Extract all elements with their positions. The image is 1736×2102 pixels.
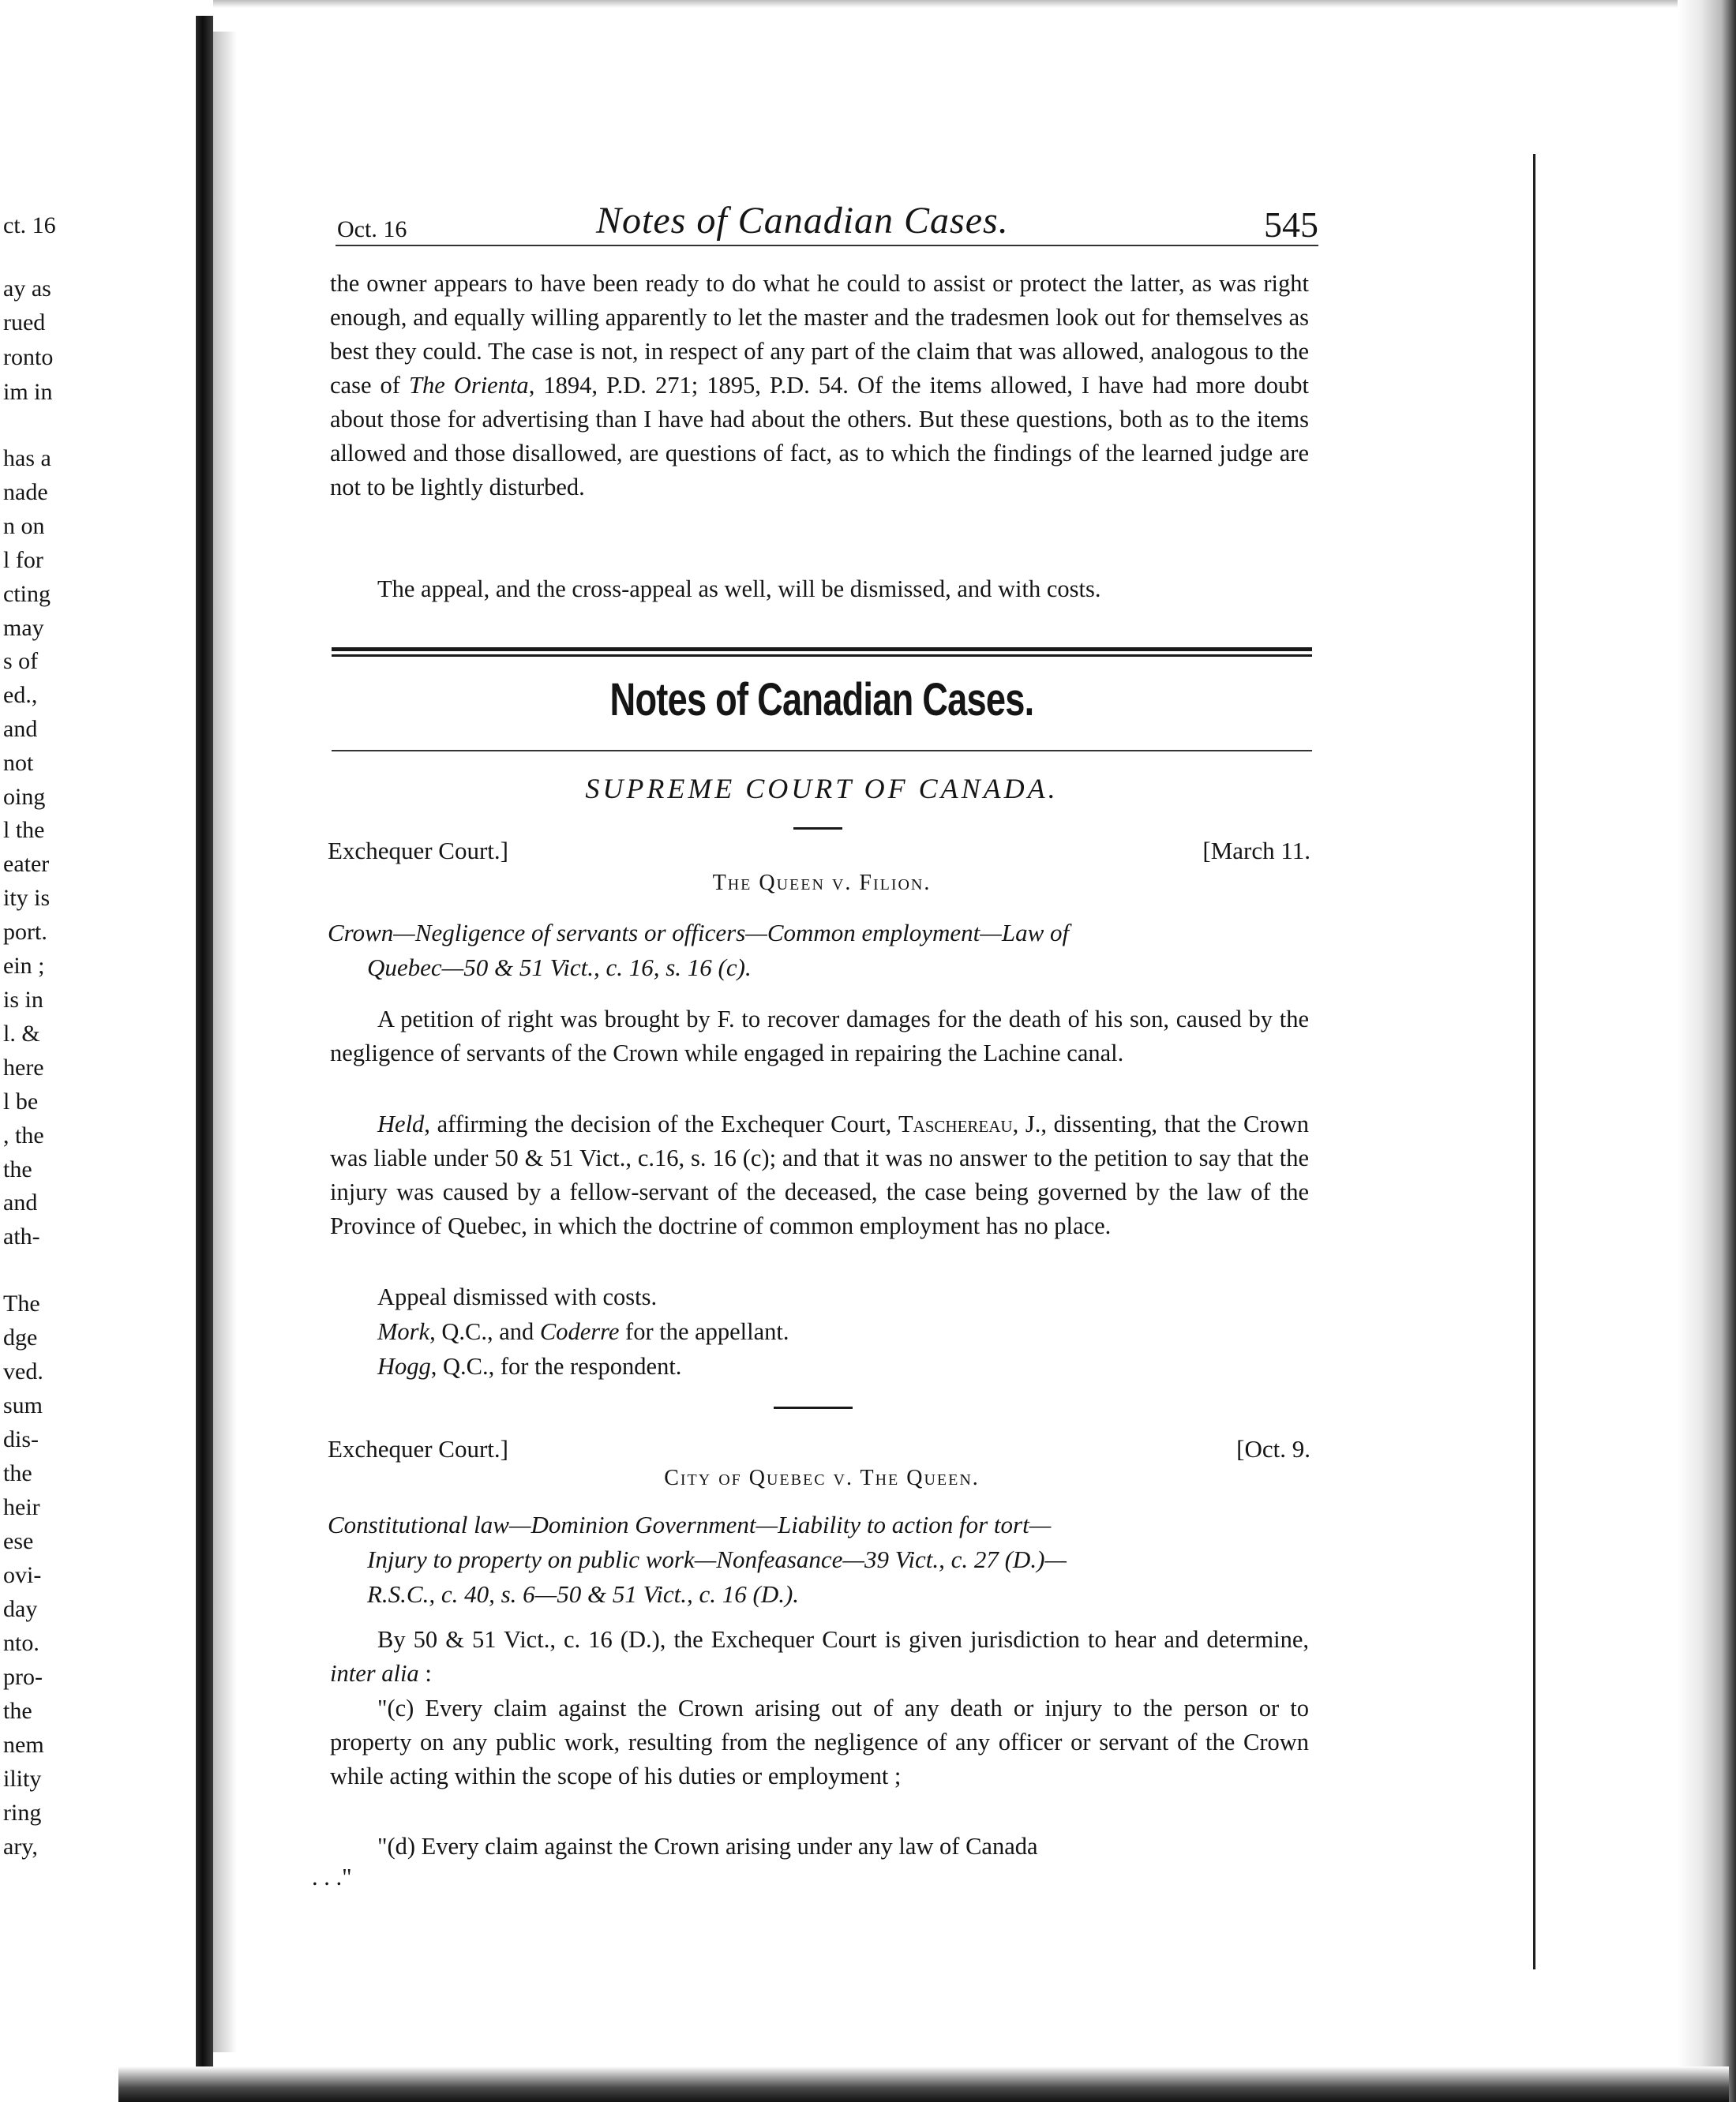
section-title: Notes of Canadian Cases. bbox=[609, 674, 1034, 725]
page-bottom-edge bbox=[118, 2066, 1729, 2102]
case1-facts: A petition of right was brought by F. to recover damages for the death of his son, caused by the negligence of servants of the Crown while engaged in repairing the Lachine canal. bbox=[330, 1006, 1309, 1066]
facing-page-text-fragment: ovi- bbox=[3, 1562, 42, 1588]
facing-page-text-fragment: ese bbox=[3, 1528, 34, 1554]
facing-page-text-fragment: ct. 16 bbox=[3, 212, 56, 238]
opening-text-2: , 1894, P.D. 271; 1895, P.D. 54. Of the items allowed, I have had more doubt about those for advertising than I have had about the others. But these questions, both as to the items allowed and those disallowed, are questions of fact, as to which the findings of the learned judge are not to be lightly disturbed. bbox=[330, 372, 1310, 500]
page-number: 545 bbox=[1264, 204, 1318, 245]
section-divider bbox=[332, 647, 1312, 657]
facing-page-text-fragment: nade bbox=[3, 479, 48, 505]
facing-page-text-fragment: nto. bbox=[3, 1630, 39, 1656]
counsel-respondent-end: , Q.C., for the respondent. bbox=[430, 1353, 682, 1380]
facing-page-text-fragment: cting bbox=[3, 581, 51, 607]
facing-page-text-fragment: and bbox=[3, 1190, 38, 1216]
facing-page-text-fragment: eater bbox=[3, 851, 50, 877]
margin-rule bbox=[1533, 154, 1535, 1969]
facing-page-fragment bbox=[0, 0, 75, 2102]
gutter-shadow bbox=[213, 32, 237, 2052]
case2-headnote-line3: R.S.C., c. 40, s. 6—50 & 51 Vict., c. 16 (D.). bbox=[367, 1580, 800, 1608]
case1-header bbox=[328, 837, 1310, 871]
case2-headnote bbox=[328, 1508, 1310, 1612]
inter-alia: inter alia bbox=[330, 1660, 419, 1687]
held-text-2: , dissenting, that the Crown was liable under 50 & 51 Vict., c.16, s. 16 (c); and that it was no answer to the petition to say that the injury was caused by a fellow-servant of the deceased, the case being governed by the law of the Province of Quebec, in which the doctrine of common employment has no place. bbox=[330, 1111, 1309, 1239]
case2-headnote-line2: Injury to property on public work—Nonfeasance—39 Vict., c. 27 (D.)— bbox=[367, 1546, 1067, 1573]
facing-page-text-fragment: has a bbox=[3, 445, 51, 471]
judge-name: Taschereau, J. bbox=[898, 1111, 1041, 1137]
case1-name: The Queen v. Filion. bbox=[712, 871, 932, 895]
short-divider-2 bbox=[774, 1407, 853, 1409]
court-title: SUPREME COURT OF CANADA. bbox=[585, 773, 1059, 804]
facing-page-text-fragment: dge bbox=[3, 1325, 38, 1351]
facing-page-text-fragment: ay as bbox=[3, 275, 51, 302]
facing-page-text-fragment: rued bbox=[3, 309, 46, 335]
facing-page-text-fragment: ility bbox=[3, 1766, 42, 1792]
facing-page-text-fragment: and bbox=[3, 716, 38, 742]
case1-appellant-counsel bbox=[330, 1315, 1309, 1349]
facing-page-text-fragment: here bbox=[3, 1055, 44, 1081]
case2-intro bbox=[330, 1623, 1309, 1691]
counsel-coderre: Coderre bbox=[539, 1318, 620, 1345]
section-title-rule bbox=[332, 750, 1312, 751]
held-label: Held bbox=[377, 1111, 425, 1137]
facing-page-text-fragment: oing bbox=[3, 784, 46, 810]
case1-respondent-counsel bbox=[330, 1350, 1309, 1384]
counsel-hogg: Hogg bbox=[377, 1353, 431, 1380]
counsel-appellant-end: for the appellant. bbox=[619, 1318, 789, 1345]
opening-paragraph bbox=[330, 267, 1309, 504]
page-top-edge bbox=[213, 0, 1713, 8]
case-citation-orienta: The Orienta bbox=[409, 372, 529, 399]
facing-page-text-fragment: pro- bbox=[3, 1664, 43, 1690]
counsel-mork: Mork bbox=[377, 1318, 430, 1345]
short-divider-1 bbox=[793, 827, 842, 830]
facing-page-text-fragment: l the bbox=[3, 817, 45, 843]
facing-page-text-fragment: n on bbox=[3, 513, 45, 539]
facing-page-text-fragment: l be bbox=[3, 1088, 39, 1115]
facing-page-text-fragment: may bbox=[3, 615, 44, 641]
case2-clause-c: "(c) Every claim against the Crown arising out of any death or injury to the person or to property on any public work, resulting from the negligence of any officer or servant of the Crown while acting within the scope of his duties or employment ; bbox=[330, 1695, 1309, 1789]
running-head-date: Oct. 16 bbox=[337, 216, 407, 242]
facing-page-text-fragment: ring bbox=[3, 1800, 42, 1826]
opening-text-1: the owner appears to have been ready to do what he could to assist or protect the latter, as was right enough, and equally willing apparently to let the master and the tradesmen look out for themselves as best they could. The case is not, in respect of any part of the claim that was allowed, analogous to the case of bbox=[330, 270, 1309, 399]
case2-clause-d-end: . . ." bbox=[312, 1864, 352, 1890]
facing-page-text-fragment: ary, bbox=[3, 1834, 38, 1860]
facing-page-text-fragment: im in bbox=[3, 379, 53, 405]
facing-page-text-fragment: s of bbox=[3, 648, 39, 674]
closing-paragraph: The appeal, and the cross-appeal as well, will be dismissed, and with costs. bbox=[377, 575, 1101, 602]
case2-headnote-line1: Constitutional law—Dominion Government—Liability to action for tort— bbox=[328, 1511, 1052, 1538]
facing-page-text-fragment: ed., bbox=[3, 682, 38, 708]
case2-intro-text-1: By 50 & 51 Vict., c. 16 (D.), the Exchequer Court is given jurisdiction to hear and determine, bbox=[377, 1626, 1309, 1653]
facing-page-text-fragment: not bbox=[3, 750, 34, 776]
case1-result: Appeal dismissed with costs. bbox=[377, 1283, 658, 1310]
facing-page-text-fragment: day bbox=[3, 1596, 38, 1622]
case2-header bbox=[328, 1435, 1310, 1470]
facing-page-text-fragment: the bbox=[3, 1156, 32, 1182]
facing-page-text-fragment: ath- bbox=[3, 1223, 40, 1250]
facing-page-text-fragment: ity is bbox=[3, 885, 51, 911]
facing-page-text-fragment: , the bbox=[3, 1122, 44, 1148]
facing-page-text-fragment: ronto bbox=[3, 344, 54, 370]
facing-page-text-fragment: The bbox=[3, 1291, 40, 1317]
case1-date: [March 11. bbox=[1202, 837, 1310, 864]
facing-page-text-fragment: nem bbox=[3, 1732, 44, 1758]
running-head-rule bbox=[336, 245, 1318, 246]
facing-page-text-fragment: l. & bbox=[3, 1021, 40, 1047]
facing-page-text-fragment: sum bbox=[3, 1392, 43, 1418]
case2-name: City of Quebec v. The Queen. bbox=[664, 1466, 980, 1490]
case2-date: [Oct. 9. bbox=[1236, 1435, 1310, 1463]
facing-page-text-fragment: the bbox=[3, 1460, 32, 1486]
running-head-title: Notes of Canadian Cases. bbox=[596, 200, 1009, 242]
case1-court: Exchequer Court.] bbox=[328, 837, 508, 864]
case1-headnote-line1: Crown—Negligence of servants or officers—Common employment—Law of bbox=[328, 919, 1070, 946]
case1-headnote bbox=[328, 916, 1310, 985]
case2-court: Exchequer Court.] bbox=[328, 1435, 508, 1463]
facing-page-text-fragment: is in bbox=[3, 987, 43, 1013]
case2-clause-d: "(d) Every claim against the Crown arising under any law of Canada bbox=[377, 1833, 1038, 1860]
facing-page-text-fragment: the bbox=[3, 1698, 32, 1724]
facing-page-text-fragment: ved. bbox=[3, 1358, 43, 1384]
facing-page-text-fragment: l for bbox=[3, 547, 43, 573]
running-head bbox=[336, 193, 1318, 248]
facing-page-text-fragment: heir bbox=[3, 1494, 40, 1520]
case2-intro-text-2: : bbox=[418, 1660, 432, 1687]
facing-page-text-fragment: ein ; bbox=[3, 953, 45, 979]
page-right-edge bbox=[1678, 0, 1736, 2102]
facing-page-text-fragment: port. bbox=[3, 919, 47, 945]
counsel-mid: , Q.C., and bbox=[429, 1318, 540, 1345]
held-text-1: , affirming the decision of the Exchequer Court, bbox=[424, 1111, 898, 1137]
case1-headnote-line2: Quebec—50 & 51 Vict., c. 16, s. 16 (c). bbox=[367, 954, 752, 981]
facing-page-text-fragment: dis- bbox=[3, 1426, 39, 1452]
binding-gutter bbox=[196, 16, 213, 2068]
case1-held bbox=[330, 1107, 1309, 1243]
